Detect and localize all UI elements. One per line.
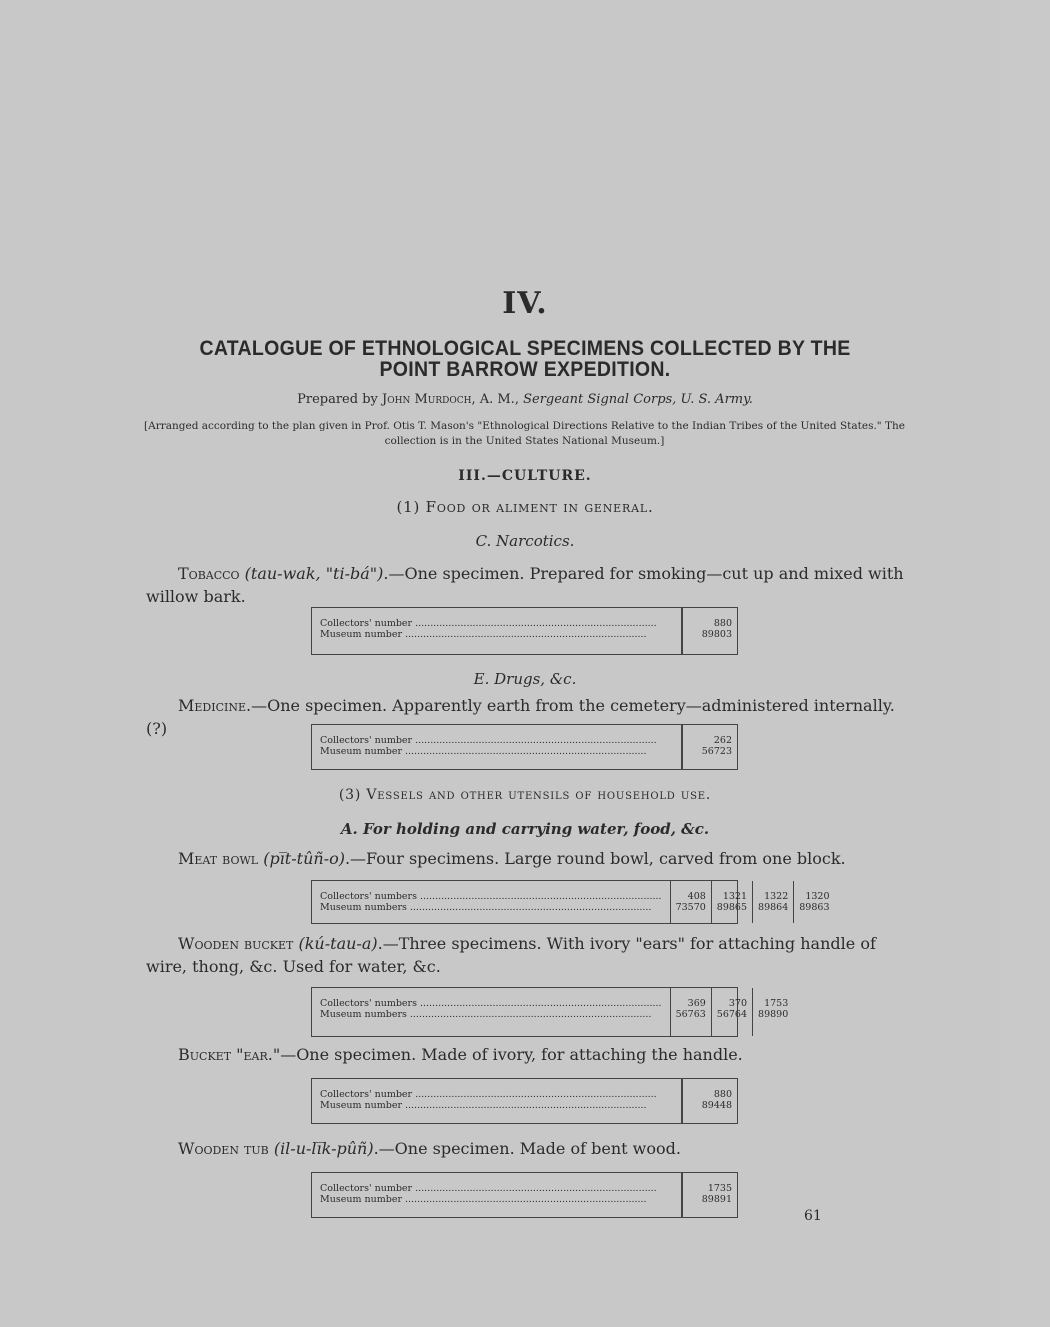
table-cell: 880 89448	[681, 1079, 737, 1123]
entry-name: Meat bowl	[178, 849, 259, 868]
arrangement-note: [Arranged according to the plan given in Prof. Otis T. Mason's "Ethnological Directions Relative to the Indian Tribes of the United States." The collection is in the United States National Museum.]	[144, 420, 905, 447]
author-degree: , A. M.,	[471, 392, 524, 407]
page-number: 61	[804, 1208, 822, 1224]
culture-heading: III.—CULTURE.	[458, 468, 592, 484]
subsection-narcotics: C. Narcotics.	[475, 532, 575, 550]
native-name: (il-u-li̅k-pûñ)	[268, 1139, 374, 1158]
specimen-number-table	[311, 607, 738, 655]
prepared-by-line	[0, 392, 1050, 407]
entry-wooden-bucket	[146, 932, 906, 978]
table-cell: 1735 89891	[681, 1173, 737, 1217]
section-numeral: IV.	[502, 286, 548, 321]
table-labels	[312, 608, 681, 654]
native-name: (tau-wak, "ti-bá")	[239, 564, 384, 583]
entry-name: Medicine	[178, 696, 246, 715]
entry-description: .—One specimen. Made of bent wood.	[373, 1139, 681, 1158]
entry-name: Wooden tub	[178, 1139, 269, 1158]
author-rank: Sergeant Signal Corps, U. S. Army.	[523, 392, 753, 407]
catalogue-title: CATALOGUE OF ETHNOLOGICAL SPECIMENS COLLECTED BY THE POINT BARROW EXPEDITION.	[199, 337, 851, 381]
table-cell: 408 73570	[670, 881, 711, 923]
entry-meat-bowl	[146, 847, 906, 870]
table-cell: 1320 89863	[793, 881, 834, 923]
specimen-number-table: Collectors' numbers ................................................................................ Museum numbers ................................................................................ 369 56763 370 56764 1753 89890	[311, 987, 738, 1037]
specimen-number-table: Collectors' number ................................................................................ Museum number ................................................................................ 1735 89891	[311, 1172, 738, 1218]
specimen-number-table: Collectors' number ................................................................................ Museum number ................................................................................ 880 89448	[311, 1078, 738, 1124]
entry-description: .—One specimen. Prepared for smoking—cut up and mixed with willow bark.	[146, 564, 904, 606]
collectors-label: Collectors' number ................................................................................	[320, 618, 657, 629]
entry-wooden-tub	[146, 1137, 906, 1160]
table-cell: 1322 89864	[752, 881, 793, 923]
table-cell: 880 89803	[681, 608, 737, 654]
author-name: John Murdoch	[382, 392, 472, 407]
entry-tobacco	[146, 562, 906, 608]
table-cell: 369 56763	[670, 988, 711, 1036]
entry-name: Tobacco	[178, 564, 240, 583]
table-cell: 262 56723	[681, 725, 737, 769]
entry-name: Wooden bucket	[178, 934, 294, 953]
native-name: (kú-tau-a)	[293, 934, 378, 953]
section-vessels-heading: (3) Vessels and other utensils of household use.	[338, 787, 712, 803]
table-labels: Collectors' number ................................................................................ Museum number ................................................................................	[320, 735, 657, 757]
native-name: (pi̅t-tûñ-o)	[258, 849, 345, 868]
section-food-heading: (1) Food or aliment in general.	[396, 498, 654, 516]
specimen-number-table: Collectors' numbers ................................................................................ Museum numbers ................................................................................ 408 73570 1321 89865 1322 89864 1320 89863	[311, 880, 738, 924]
subsection-drugs: E. Drugs, &c.	[473, 670, 577, 688]
museum-label: Museum number ................................................................................	[320, 629, 647, 640]
entry-description: —One specimen. Made of ivory, for attaching the handle.	[280, 1045, 743, 1064]
entry-description: .—One specimen. Apparently earth from the cemetery—administered internally.(?)	[146, 696, 895, 738]
specimen-number-table	[311, 724, 738, 770]
entry-bucket-ear	[146, 1043, 906, 1066]
table-cell: 1321 89865	[711, 881, 752, 923]
entry-name: Bucket "ear."	[178, 1045, 281, 1064]
table-cell: 1753 89890	[752, 988, 793, 1036]
table-cell: 370 56764	[711, 988, 752, 1036]
subsection-holding: A. For holding and carrying water, food, &c.	[340, 820, 710, 838]
prepared-lead: Prepared by	[297, 392, 382, 407]
entry-description: .—Three specimens. With ivory "ears" for attaching handle of wire, thong, &c. Used for water, &c.	[146, 934, 876, 976]
entry-description: .—Four specimens. Large round bowl, carved from one block.	[344, 849, 846, 868]
